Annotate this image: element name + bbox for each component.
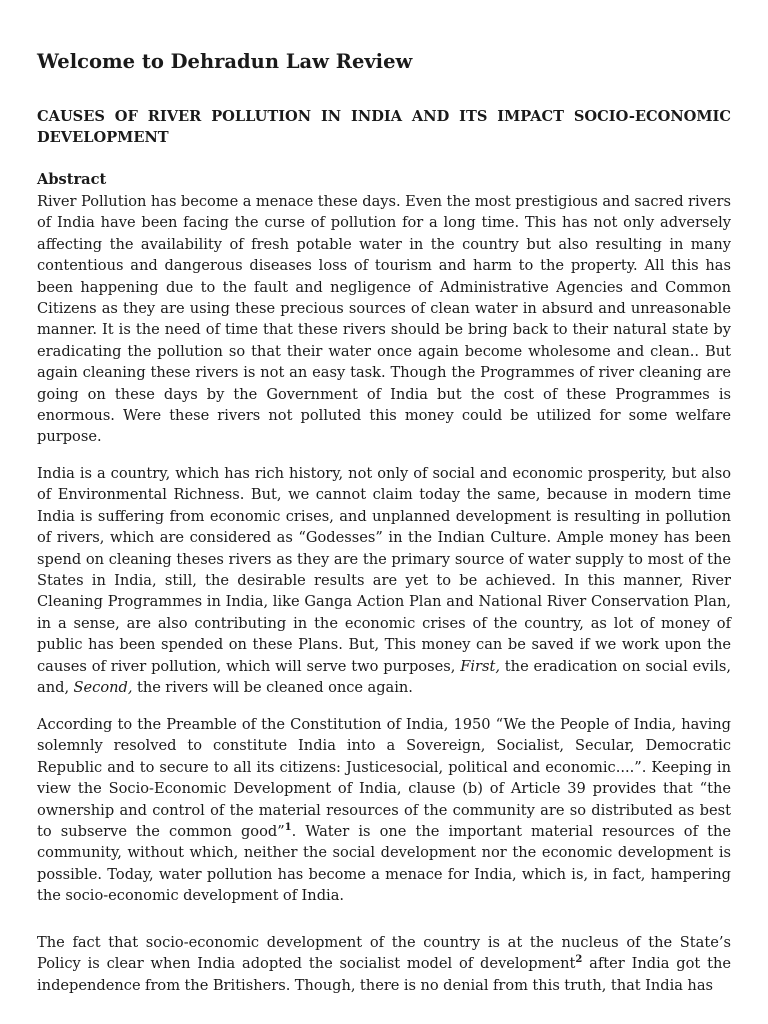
paragraph-2-text-c: the rivers will be cleaned once again.: [132, 679, 413, 697]
article-title: CAUSES OF RIVER POLLUTION IN INDIA AND ITS IMPACT SOCIO-ECONOMIC DEVELOPMENT: [37, 108, 731, 146]
abstract-paragraph: River Pollution has become a menace these days. Even the most prestigious and sacred rivers of India have been facing the curse of pollution for a long time. This has not only adversely affecting the availability of fresh potable water in the country but also resulting in many contentious and dangerous diseases loss of tourism and harm to the property. All this has been happening due to the fault and negligence of Administrative Agencies and Common Citizens as they are using these precious sources of clean water in absurd and unreasonable manner. It is the need of time that these rivers should be bring back to their natural state by eradicating the pollution so that their water once again become wholesome and clean.. But again cleaning these rivers is not an easy task. Though the Programmes of river cleaning are going on these days by the Government of India but the cost of these Programmes is enormous. Were these rivers not polluted this money could be utilized for some welfare purpose.: [37, 193, 731, 446]
footnote-ref-2[interactable]: 2: [575, 954, 583, 966]
paragraph-2: [37, 463, 731, 698]
paragraph-4-text-b: after India got the independence from the Britishers. Though, there is no denial from this truth, that India has: [37, 955, 731, 994]
abstract-heading: Abstract: [37, 171, 107, 188]
paragraph-4-text-a: The fact that socio-economic development of the country is at the nucleus of the State’s Policy is clear when India adopted the socialist model of development: [37, 934, 731, 973]
paragraph-2-second: Second,: [73, 679, 133, 697]
paragraph-2-text-b: the eradication on social evils, and,: [37, 657, 731, 697]
paragraph-3: [37, 714, 731, 907]
footnote-ref-1[interactable]: 1: [284, 822, 292, 834]
paragraph-4: [37, 932, 731, 996]
paragraph-3-text-a: According to the Preamble of the Constitution of India, 1950 “We the People of India, having solemnly resolved to constitute India into a Sovereign, Socialist, Secular, Democratic Republic and to secure to all its citizens: Justicesocial, political and economic....”. Keeping in view the Socio-Economic Development of India, clause (b) of Article 39 provides that “the ownership and control of the material resources of the community are so distributed as best to subserve the common good”: [37, 716, 731, 841]
paragraph-2-first: First,: [460, 657, 500, 675]
site-title: Welcome to Dehradun Law Review: [37, 50, 413, 73]
paragraph-3-text-b: . Water is one the important material resources of the community, without which, neither the social development nor the economic development is possible. Today, water pollution has become a menace for India, which is, in fact, hampering the socio-economic development of India.: [37, 823, 731, 905]
paragraph-2-text-a: India is a country, which has rich history, not only of social and economic prosperity, but also of Environmental Richness. But, we cannot claim today the same, because in modern time India is suffering from economic crises, and unplanned development is resulting in pollution of rivers, which are considered as “Godesses” in the Indian Culture. Ample money has been spend on cleaning theses rivers as they are the primary source of water supply to most of the States in India, still, the desirable results are yet to be achieved. In this manner, River Cleaning Programmes in India, like Ganga Action Plan and National River Conservation Plan, in a sense, are also contributing in the economic crises of the country, as lot of money of public has been spended on these Plans. But, This money can be saved if we work upon the causes of river pollution, which will serve two purposes,: [37, 465, 731, 675]
